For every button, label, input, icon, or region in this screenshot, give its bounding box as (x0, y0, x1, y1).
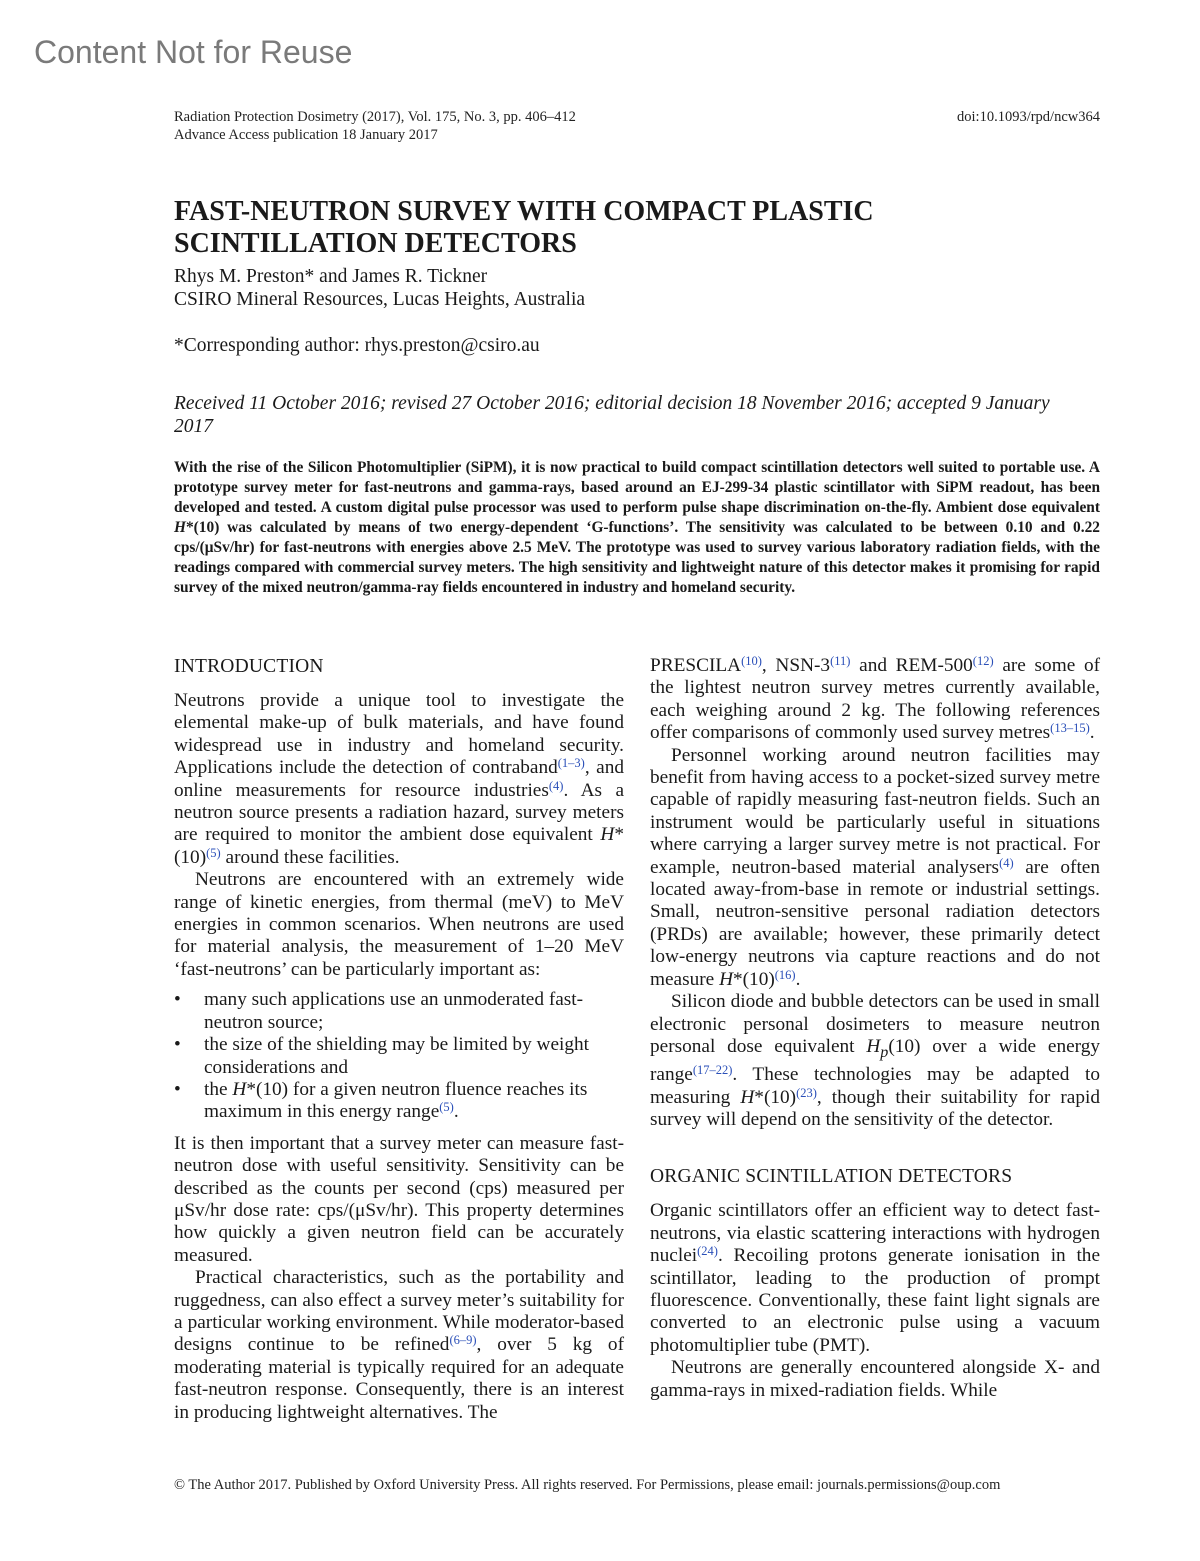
abstract (174, 458, 1100, 598)
citation-link[interactable]: (5) (439, 1100, 454, 1115)
text: (10) over a wide energy range (650, 1035, 1101, 1086)
symbol: H (866, 1035, 881, 1057)
abstract-symbol: H (174, 519, 186, 536)
symbol: H (740, 1086, 755, 1108)
citation-link[interactable]: (4) (999, 855, 1014, 870)
citation-link[interactable]: (4) (548, 778, 564, 793)
intro-paragraph-5 (650, 655, 1100, 745)
intro-paragraph-3: It is then important that a survey meter can measure fast-neutron dose with useful sensitivity. Sensitivity can be described as the counts per second (cps) measured per μSv/hr dose rate: cps/(μSv/hr). This property determines how quickly a given neutron field can be accurately measured. (174, 1132, 624, 1266)
text: , over 5 kg of moderating material is typically required for an adequate fast-neutron response. Consequently, there is an interest in producing lightweight alternatives. The (174, 1334, 624, 1423)
text: , NSN-3 (761, 655, 831, 676)
citation-link[interactable]: (13–15) (1050, 721, 1090, 736)
text: the size of the shielding may be limited by weight considerations and (204, 1034, 590, 1078)
text: are some of the lightest neutron survey metres currently available, each weighing around 2 kg. The following references offer comparisons of commonly used survey metres (650, 655, 1101, 744)
citation-link[interactable]: (10) (741, 654, 762, 668)
text: . Recoiling protons generate ionisation in the scintillator, leading to the production of prompt fluorescence. Conventionally, these faint light signals are converted to an electronic pulse using a vacuum photomultiplier tube (PMT). (650, 1245, 1100, 1356)
journal-header (174, 108, 576, 144)
list-item (174, 1079, 624, 1124)
received-dates: Received 11 October 2016; revised 27 October 2016; editorial decision 18 November 2016; accepted 9 January 2017 (174, 393, 1050, 437)
text: and REM-500 (850, 655, 973, 676)
intro-paragraph-7 (650, 991, 1100, 1131)
bullet-marker: • (174, 1034, 181, 1056)
text: , though their suitability for rapid survey will depend on the sensitivity of the detector. (650, 1086, 1100, 1130)
text: PRESCILA (650, 655, 742, 676)
organic-paragraph-2: Neutrons are generally encountered alongside X- and gamma-rays in mixed-radiation fields. While (650, 1357, 1100, 1401)
symbol: H (600, 824, 615, 846)
author-block (174, 265, 585, 311)
intro-paragraph-1 (174, 690, 624, 869)
symbol: H (232, 1078, 247, 1100)
symbol: H (719, 968, 733, 990)
citation-link[interactable]: (12) (972, 654, 994, 668)
bullet-marker: • (174, 1078, 181, 1100)
citation-link[interactable]: (6–9) (449, 1333, 477, 1348)
advance-access-line: Advance Access publication 18 January 2017 (174, 127, 438, 143)
text: *(10) (754, 1086, 797, 1108)
text: Silicon diode and bubble detectors can be used in small electronic personal dosimeters to measure neutron personal dose equivalent (650, 991, 1100, 1057)
corresponding-author: *Corresponding author: rhys.preston@csiro.au (174, 335, 540, 356)
journal-citation: Radiation Protection Dosimetry (2017), Vol. 175, No. 3, pp. 406–412 (174, 109, 576, 125)
text: *(10) (174, 824, 624, 868)
text: . These technologies may be adapted to measuring (650, 1064, 1100, 1108)
list-item (174, 1034, 624, 1079)
list-item (174, 989, 624, 1034)
citation-link[interactable]: (23) (796, 1085, 817, 1100)
affiliation: CSIRO Mineral Resources, Lucas Heights, Australia (174, 289, 586, 310)
text: . As a neutron source presents a radiation hazard, survey meters are required to monitor the ambient dose equivalent (174, 779, 625, 846)
symbol-subscript: p (880, 1043, 889, 1061)
copyright-footer: © The Author 2017. Published by Oxford University Press. All rights reserved. For Permissions, please email: journals.permissions@oup.com (174, 1477, 1001, 1493)
bullet-marker: • (174, 989, 181, 1011)
organic-paragraph-1 (650, 1200, 1100, 1357)
right-column (650, 655, 1100, 1402)
citation-link[interactable]: (5) (206, 845, 221, 860)
text: , and online measurements for resource industries (174, 757, 624, 801)
text: *(10) for a given neutron fluence reaches its maximum in this energy range (204, 1078, 588, 1123)
abstract-text: *(10) was calculated by means of two energy-dependent ‘G-functions’. The sensitivity was calculated to be between 0.10 and 0.22 cps/(μSv/hr) for fast-neutrons with energies above 2.5 MeV. The prototype was used to survey various laboratory radiation fields, with the readings compared with commercial survey meters. The high sensitivity and lightweight nature of this detector makes it promising for rapid survey of the mixed neutron/gamma-ray fields encountered in industry and homeland security. (174, 519, 1100, 596)
bullet-list (174, 989, 624, 1123)
citation-link[interactable]: (17–22) (692, 1063, 733, 1078)
citation-link[interactable]: (1–3) (557, 756, 585, 771)
text: Organic scintillators offer an efficient way to detect fast-neutrons, via elastic scattering interactions with hydrogen nuclei (650, 1200, 1100, 1267)
text: . (453, 1101, 459, 1123)
text: are often located away-from-base in remote or industrial settings. Small, neutron-sensitive personal radiation detectors (PRDs) are available; however, these primarily detect low-energy neutrons via capture reactions and do not measure (650, 856, 1100, 990)
watermark: Content Not for Reuse (34, 34, 353, 70)
text: . (1089, 722, 1095, 744)
intro-paragraph-2: Neutrons are encountered with an extremely wide range of kinetic energies, from thermal (meV) to MeV energies in common scenarios. When neutrons are used for material analysis, the measurement of 1–20 MeV ‘fast-neutrons’ can be particularly important as: (174, 869, 624, 980)
text: many such applications use an unmoderated fast-neutron source; (204, 989, 584, 1033)
left-column (174, 655, 624, 1424)
citation-link[interactable]: (16) (774, 967, 796, 982)
text: Neutrons provide a unique tool to investigate the elemental make-up of bulk materials, and have found widespread use in industry and homeland security. Applications include the detection of contraband (174, 690, 624, 779)
text: . (795, 968, 801, 990)
doi[interactable]: doi:10.1093/rpd/ncw364 (957, 109, 1100, 125)
section-heading-organic-scintillation: ORGANIC SCINTILLATION DETECTORS (650, 1166, 1013, 1188)
text: Practical characteristics, such as the portability and ruggedness, can also effect a survey meter’s suitability for a particular working environment. While moderator-based designs continue to be refined (174, 1267, 624, 1356)
text: around these facilities. (220, 846, 400, 868)
text: *(10) (733, 968, 775, 990)
section-heading-introduction: INTRODUCTION (174, 656, 324, 677)
abstract-text: With the rise of the Silicon Photomultiplier (SiPM), it is now practical to build compact scintillation detectors well suited to portable use. A prototype survey meter for fast-neutrons and gamma-rays, based around an EJ-299-34 plastic scintillator with SiPM readout, has been developed and tested. A custom digital pulse processor was used to perform pulse shape discrimination on-the-fly. Ambient dose equivalent (174, 459, 1100, 516)
text: the (204, 1078, 233, 1100)
paper-title: FAST-NEUTRON SURVEY WITH COMPACT PLASTIC SCINTILLATION DETECTORS (174, 196, 874, 259)
author-names: Rhys M. Preston* and James R. Tickner (174, 266, 488, 287)
text: Personnel working around neutron facilities may benefit from having access to a pocket-sized survey metre capable of rapidly measuring fast-neutron fields. Such an instrument would be particularly useful in situations where carrying a larger survey metre is not practical. For example, neutron-based material analysers (650, 744, 1100, 878)
intro-paragraph-4 (174, 1267, 624, 1424)
citation-link[interactable]: (11) (830, 654, 851, 668)
citation-link[interactable]: (24) (697, 1244, 718, 1259)
intro-paragraph-6 (650, 745, 1100, 991)
